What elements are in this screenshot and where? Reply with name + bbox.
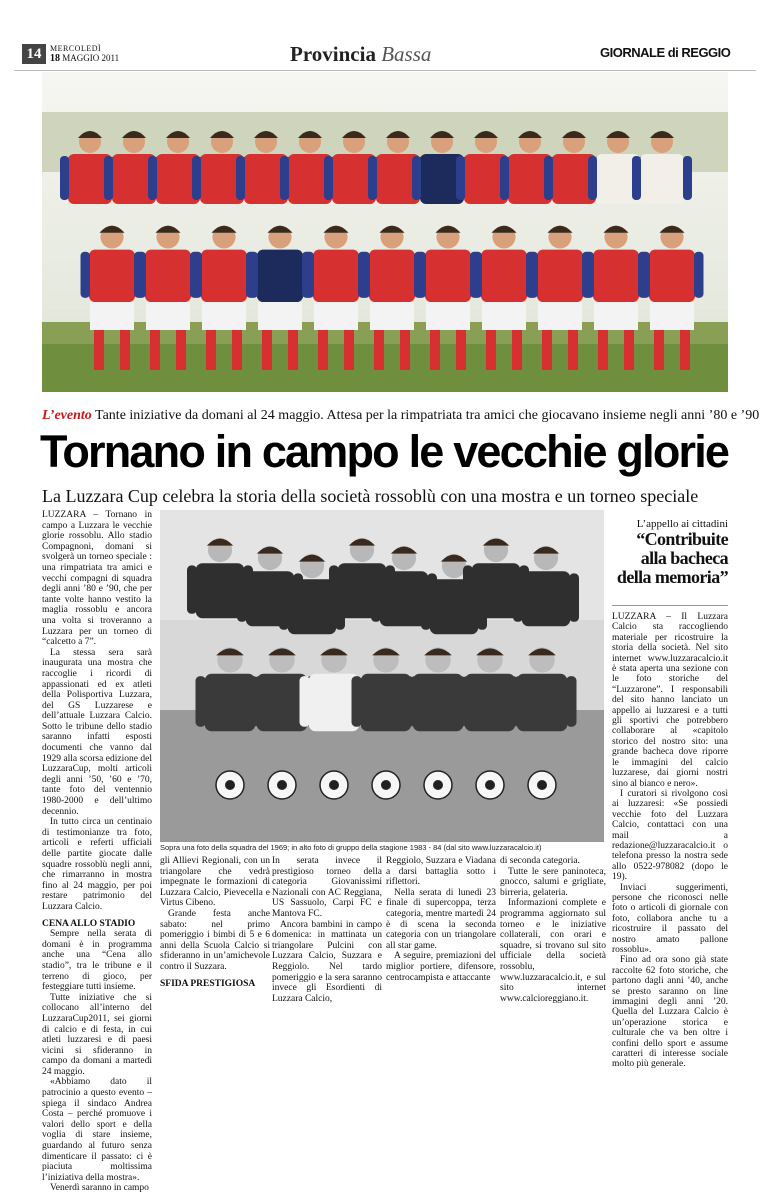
paragraph: LUZZARA – Il Luzzara Calcio sta raccogliendo materiale per ricostruire la storia della società. Nel sito internet www.luzzaracalcio.it è stata aperta una sezione con le foto storiche del “Luzzarone”. I responsabili del sito hanno lanciato un appello ai luzzaresi e a tutti gli sportivi che potrebbero collaborare al «capitolo storico del nostro sito: una grande bacheca dove riporre le immagini del calcio luzzarese, dai giorni nostri sino al bianco e nero». <box>612 612 728 789</box>
photo-caption: Sopra una foto della squadra del 1969; in alto foto di gruppo della stagione 1983 - 84 (dal sito www.luzzaracalcio.it) <box>160 843 542 852</box>
sidebar-body <box>612 612 728 1070</box>
paragraph: «Abbiamo dato il patrocinio a questo evento – spiega il sindaco Andrea Costa – perché promuove i valori dello sport e della voglia di stare insieme, guardando al futuro senza dimenticare il passato: ci è piaciuta moltissima l’iniziativa della mostra». <box>42 1077 152 1183</box>
paragraph: Grande festa anche sabato: nel primo pomeriggio i bimbi di 5 e 6 anni della Scuola Calcio si sfideranno in un’amichevole contro il Suzzara. <box>160 908 270 972</box>
team-photo-1969 <box>160 510 604 842</box>
headline: Tornano in campo le vecchie glorie <box>40 426 729 477</box>
paragraph: gli Allievi Regionali, con un triangolare che vedrà impegnate le formazioni di Luzzara Calcio, Pievecella e Virtus Cibeno. <box>160 856 270 909</box>
sidebar-title <box>612 530 728 587</box>
kicker <box>42 408 760 424</box>
paragraph: Sempre nella serata di domani è in programma anche una “Cena allo stadio”, tra le tribune e il terreno di gioco, per festeggiare tutti insieme. <box>42 929 152 993</box>
section-sub: Bassa <box>381 42 432 66</box>
paragraph: A seguire, premiazioni del miglior portiere, difensore, centrocampista e attaccante <box>386 951 496 983</box>
header-day: MERCOLEDÌ <box>50 44 102 53</box>
paragraph: La stessa sera sarà inaugurata una mostra che raccoglie i ricordi di appassionati ed ex atleti della Polisportiva Luzzara, del GS Luzzarese e dell’attuale Luzzara Calcio. Sotto le tribune dello stadio saranno infatti esposti documenti che vanno dal 1929 alla scorsa edizione del LuzzaraCup, molti articoli degli anni ’50, ’60 e ’70, tante foto del ventennio 1980-2000 e dell’ultimo decennio. <box>42 647 152 817</box>
team-photo-1983 <box>42 72 728 392</box>
kicker-tag: L’evento <box>42 408 92 423</box>
paragraph: Reggiolo, Suzzara e Viadana a darsi battaglia sotto i riflettori. <box>386 856 496 888</box>
subheadline: La Luzzara Cup celebra la storia della società rossoblù con una mostra e un torneo speciale <box>42 486 699 506</box>
paragraph: LUZZARA – Tornano in campo a Luzzara le vecchie glorie rossoblu. Allo stadio Compagnoni, domani si svolgerà un torneo speciale : una rimpatriata tra amici e vecchi compagni di squadra degli anni ’80 e ’90, che per tante volte hanno vestito la maglia rossoblu e ancora una volta si troveranno a Luzzara per un torneo di “calcetto a 7”. <box>42 510 152 648</box>
paragraph: Informazioni complete e programma aggiornato sul torneo e le iniziative collaterali, con orari e squadre, si trovano sul sito ufficiale della società rossoblu, www.luzzaracalcio.it, e sul sito internet www.calcioreggiano.it. <box>500 898 606 1004</box>
paragraph: Inviaci suggerimenti, persone che riconosci nelle foto o articoli di giornale con foto, collabora anche tu a ricostruire il passato del nostro amato pallone rossoblu». <box>612 882 728 955</box>
article-column-2 <box>160 856 270 989</box>
article-column-4 <box>386 856 496 983</box>
sidebar-divider <box>612 605 728 606</box>
article-column-5 <box>500 856 606 1004</box>
sidebar-title-line: “Contribuite <box>636 529 728 549</box>
page-number: 14 <box>22 44 46 64</box>
article-column-3 <box>272 856 382 1004</box>
paragraph: In serata invece il prestigioso torneo della categoria Giovanissimi Nazionali con AC Reggiana, US Sassuolo, Carpi FC e Mantova FC. <box>272 856 382 919</box>
sidebar-title-line: della memoria” <box>616 567 728 587</box>
paragraph: I curatori si rivolgono così ai luzzaresi: «Se possiedi vecchie foto del Luzzara Calcio, contattaci con una mail a redazione@luzzaracalcio.it o telefona presso la nostra sede allo 0522-978082 (dopo le 19). <box>612 788 728 883</box>
paragraph: Tutte le sere paninoteca, gnocco, salumi e grigliate, birreria, gelateria. <box>500 866 606 898</box>
sidebar-title-line: alla bacheca <box>640 548 728 568</box>
team-photo-1969-image <box>160 510 604 842</box>
paragraph: Tutte iniziative che si collocano all’interno del LuzzaraCup2011, sei giorni di calcio e di festa, in cui atleti luzzaresi e di paesi vicini si sfideranno in campo da domani a martedì 24 maggio. <box>42 992 152 1077</box>
team-photo-1983-image <box>42 72 728 392</box>
section-heading: CENA ALLO STADIO <box>42 918 136 929</box>
article-column-1 <box>42 510 152 1194</box>
paragraph: Nella serata di lunedì 23 finale di supercoppa, terza categoria, mentre martedì 24 è di scena la seconda categoria con un triangolare all star game. <box>386 887 496 951</box>
paragraph: Ancora bambini in campo domenica: in mattinata un triangolare Pulcini con Luzzara Calcio, Suzzara e Reggiolo. Nel tardo pomeriggio e la sera saranno invece gli Esordienti di Luzzara Calcio, <box>272 919 382 1004</box>
date-rest: MAGGIO 2011 <box>62 53 120 63</box>
date-day: 18 <box>50 53 60 64</box>
paragraph: di seconda categoria. <box>500 856 580 866</box>
newspaper-logo: GIORNALE di REGGIO <box>600 45 731 60</box>
kicker-text: Tante iniziative da domani al 24 maggio. Attesa per la rimpatriata tra amici che giocavano insieme negli anni ’80 e ’90 <box>95 408 760 423</box>
paragraph: Fino ad ora sono già state raccolte 62 foto storiche, che partono dagli anni ’40, anche se presto saranno on line immagini degli anni ’20. Quella del Luzzara Calcio è un’operazione storica e culturale che va ben oltre i confini dello sport e assume caratteri di interesse sociale molto più generale. <box>612 955 728 1070</box>
sidebar-kicker: L’appello ai cittadini <box>636 518 728 530</box>
paragraph: Venerdì saranno in campo <box>50 1183 149 1194</box>
section-title <box>290 42 431 67</box>
paragraph: In tutto circa un centinaio di testimonianze tra foto, articoli e referti ufficiali delle partite giocate dalle squadre rossoblù negli anni, che rimarranno in mostra fino al 24 maggio, per poi restare patrimonio del Luzzara Calcio. <box>42 817 152 912</box>
section-main: Provincia <box>290 42 376 66</box>
header-date <box>50 53 119 64</box>
section-heading: SFIDA PRESTIGIOSA <box>160 978 256 989</box>
